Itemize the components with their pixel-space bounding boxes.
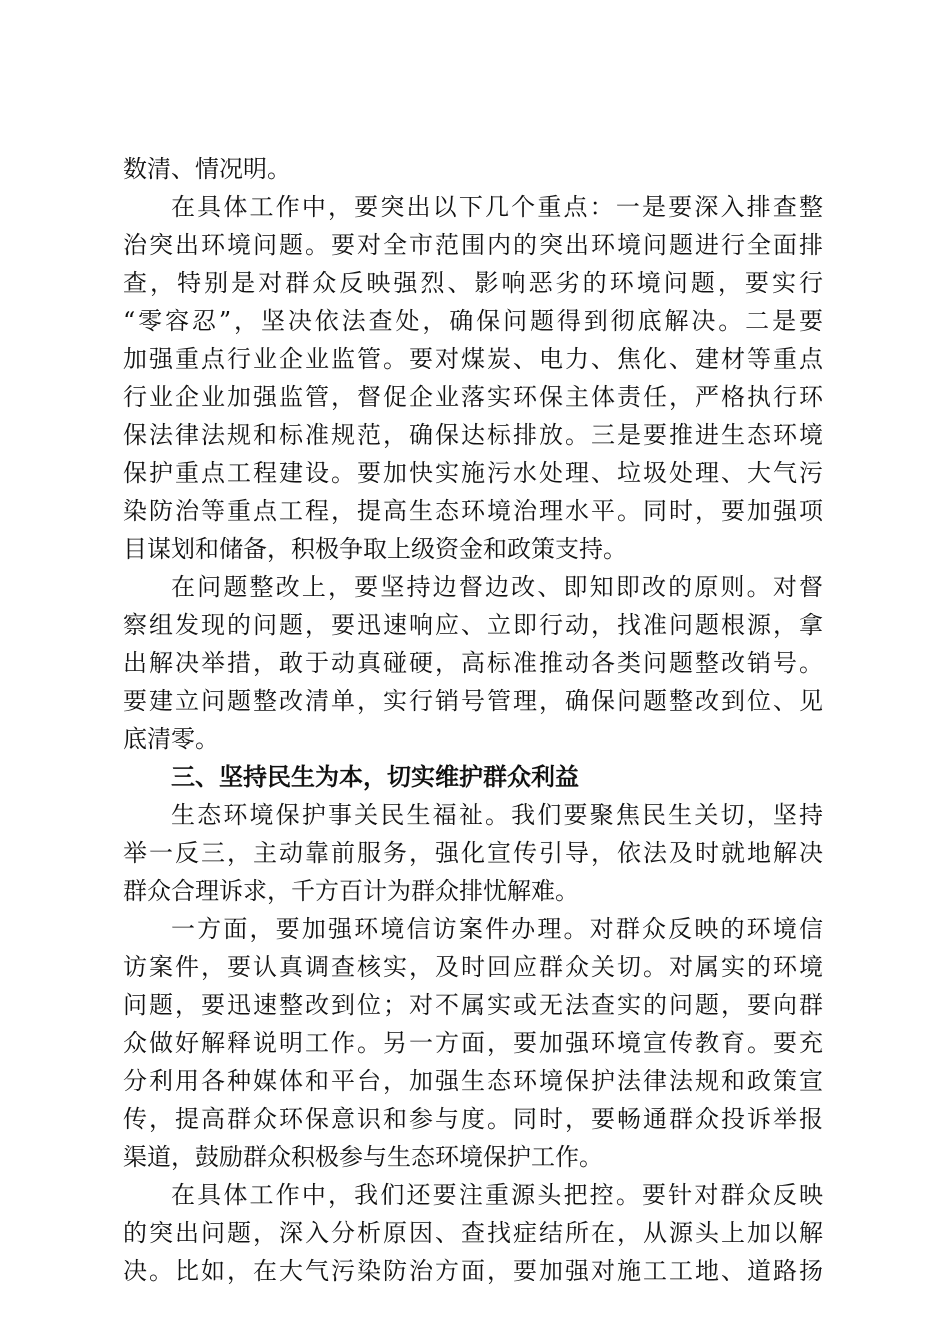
text-line: 众做好解释说明工作。另一方面，要加强环境宣传教育。要充 [123,1029,823,1057]
text-line: 治突出环境问题。要对全市范围内的突出环境问题进行全面排 [123,231,823,259]
paragraph-first-line: 在具体工作中，要突出以下几个重点：一是要深入排查整 [171,193,823,221]
document-page [123,150,823,1290]
text-line: 举一反三，主动靠前服务，强化宣传引导，依法及时就地解决 [123,839,823,867]
text-line: 分利用各种媒体和平台，加强生态环境保护法律法规和政策宣 [123,1067,823,1095]
text-line: 要建立问题整改清单，实行销号管理，确保问题整改到位、见 [123,687,823,715]
text-line: 问题，要迅速整改到位；对不属实或无法查实的问题，要向群 [123,991,823,1019]
text-line: 保护重点工程建设。要加快实施污水处理、垃圾处理、大气污 [123,459,823,487]
text-line: 群众合理诉求，千方百计为群众排忧解难。 [123,877,579,905]
text-line: 数清、情况明。 [123,155,291,183]
paragraph-first-line: 在具体工作中，我们还要注重源头把控。要针对群众反映 [171,1181,823,1209]
text-line: 目谋划和储备，积极争取上级资金和政策支持。 [123,535,627,563]
text-line: 行业企业加强监管，督促企业落实环保主体责任，严格执行环 [123,383,823,411]
text-line: 染防治等重点工程，提高生态环境治理水平。同时，要加强项 [123,497,823,525]
section-heading: 三、坚持民生为本，切实维护群众利益 [171,763,579,791]
text-line: 传，提高群众环保意识和参与度。同时，要畅通群众投诉举报 [123,1105,823,1133]
text-line: 加强重点行业企业监管。要对煤炭、电力、焦化、建材等重点 [123,345,823,373]
paragraph-first-line: 在问题整改上，要坚持边督边改、即知即改的原则。对督 [171,573,823,601]
text-line: 出解决举措，敢于动真碰硬，高标准推动各类问题整改销号。 [123,649,823,677]
text-line: 访案件，要认真调查核实，及时回应群众关切。对属实的环境 [123,953,823,981]
paragraph-first-line: 一方面，要加强环境信访案件办理。对群众反映的环境信 [171,915,823,943]
text-line: 渠道，鼓励群众积极参与生态环境保护工作。 [123,1143,603,1171]
text-line: 查，特别是对群众反映强烈、影响恶劣的环境问题，要实行 [123,269,823,297]
paragraph-first-line: 生态环境保护事关民生福祉。我们要聚焦民生关切，坚持 [171,801,823,829]
text-line: “零容忍”，坚决依法查处，确保问题得到彻底解决。二是要 [123,307,823,335]
text-line: 底清零。 [123,725,219,753]
text-line: 决。比如，在大气污染防治方面，要加强对施工工地、道路扬 [123,1257,823,1285]
text-line: 的突出问题，深入分析原因、查找症结所在，从源头上加以解 [123,1219,823,1247]
text-line: 保法律法规和标准规范，确保达标排放。三是要推进生态环境 [123,421,823,449]
text-line: 察组发现的问题，要迅速响应、立即行动，找准问题根源，拿 [123,611,823,639]
